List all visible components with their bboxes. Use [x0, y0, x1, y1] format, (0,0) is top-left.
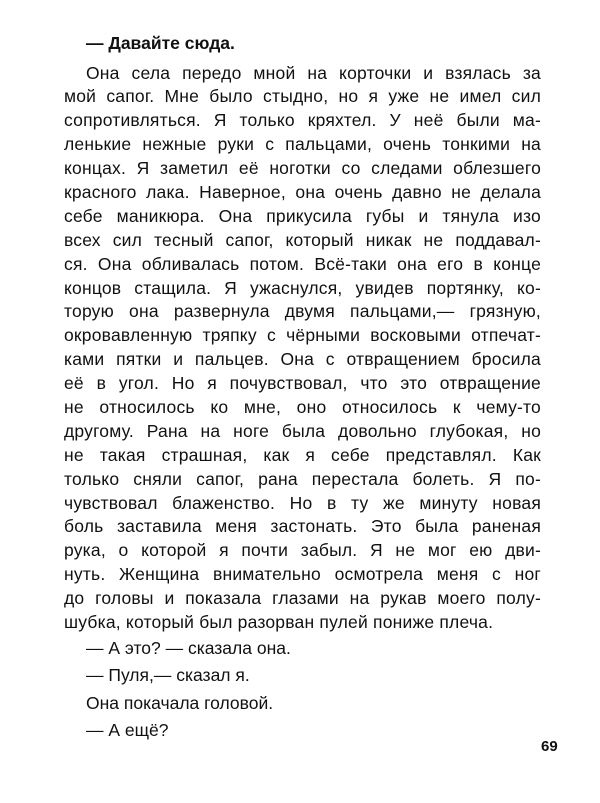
- text-line: себе маникюра. Она прикусила губы и тянула изо: [64, 205, 541, 226]
- text-line: сопротивляться. Я только кряхтел. У неё были ма-: [64, 110, 541, 131]
- text-line: ленькие нежные руки с пальцами, очень тонкими на: [64, 134, 541, 155]
- text-line: шубка, который был разорван пулей пониже плеча.: [64, 611, 494, 632]
- dialogue-line: — А это? — сказала она.: [86, 637, 291, 658]
- text-line: только сняли сапог, рана перестала болеть. Я по-: [64, 468, 541, 489]
- page-number: 69: [541, 738, 558, 755]
- text-line: рука, о которой я почти забыл. Я не мог ею дви-: [64, 540, 541, 561]
- dialogue-line: — А ещё?: [86, 720, 169, 741]
- text-line: красного лака. Наверное, она очень давно не делала: [64, 181, 541, 202]
- text-line: торую она развернула двумя пальцами,— грязную,: [64, 301, 541, 322]
- text-line: всех сил тесный сапог, который никак не поддавал-: [64, 229, 541, 250]
- text-line: концах. Я заметил её ноготки со следами облезшего: [64, 158, 541, 179]
- dialogue-block: [64, 635, 541, 745]
- text-line: не относилось ко мне, оно относилось к чему-то: [64, 396, 541, 417]
- opening-line: — Давайте сюда.: [86, 33, 235, 53]
- text-line: ками пятки и пальцев. Она с отвращением бросила: [64, 349, 541, 370]
- dialogue-line: Она покачала головой.: [86, 692, 274, 713]
- text-line: её в угол. Но я почувствовал, что это отвращение: [64, 373, 541, 394]
- text-line: боль заставила меня застонать. Это была раненая: [64, 516, 541, 537]
- text-line: ся. Она обливалась потом. Всё-таки она его в конце: [64, 253, 541, 274]
- book-page: [64, 30, 541, 745]
- text-line: другому. Рана на ноге была довольно глубокая, но: [64, 420, 541, 441]
- text-line: до головы и показала глазами на рукав моего полу-: [64, 588, 541, 609]
- text-line: Она села передо мной на корточки и взялась за: [86, 62, 541, 83]
- text-line: мой сапог. Мне было стыдно, но я уже не имел сил: [64, 86, 541, 107]
- text-line: не такая страшная, как я себе представлял. Как: [64, 444, 541, 465]
- text-line: окровавленную тряпку с чёрными восковыми отпечат-: [64, 325, 541, 346]
- paragraph: [64, 62, 541, 635]
- text-line: чувствовал блаженство. Но в ту же минуту новая: [64, 492, 541, 513]
- dialogue-line: — Пуля,— сказал я.: [86, 665, 250, 686]
- text-line: концов стащила. Я ужаснулся, увидев портянку, ко-: [64, 277, 541, 298]
- text-line: нуть. Женщина внимательно осмотрела меня с ног: [64, 564, 541, 585]
